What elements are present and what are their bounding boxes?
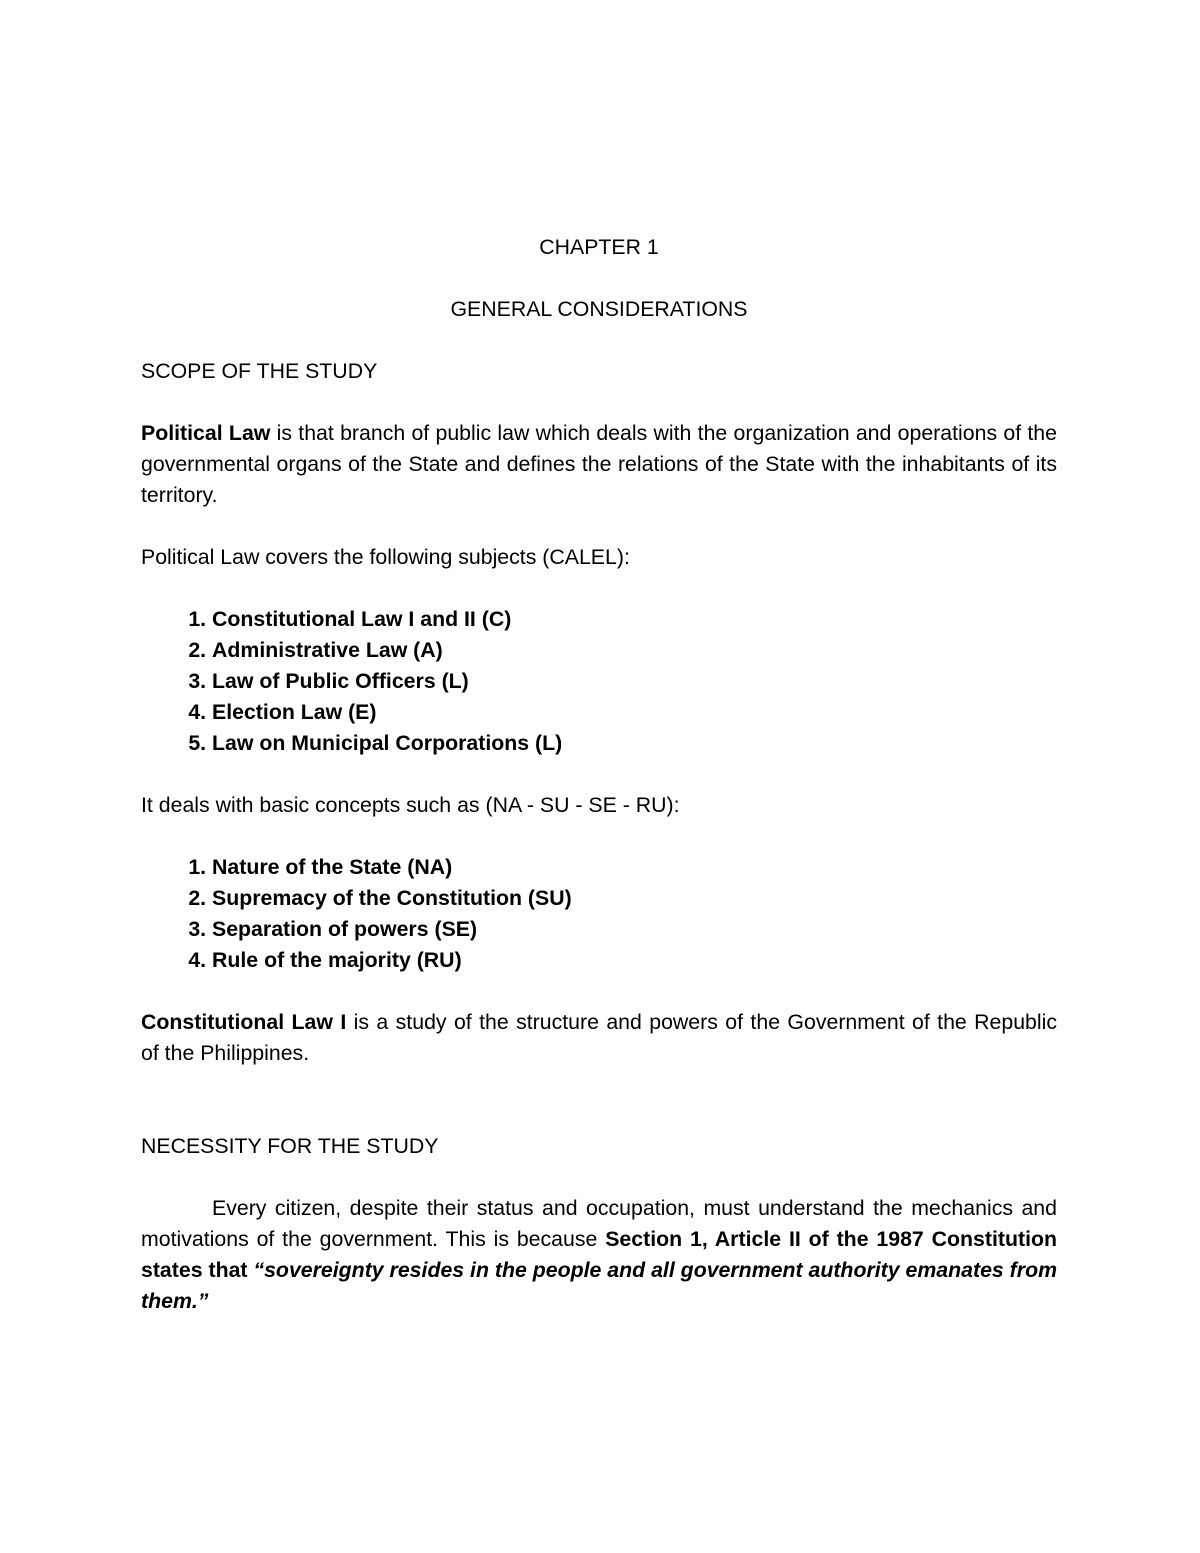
chapter-label: CHAPTER 1 bbox=[539, 235, 659, 259]
list-item: 4. Rule of the majority (RU) bbox=[212, 945, 1057, 976]
necessity-heading: NECESSITY FOR THE STUDY bbox=[141, 1134, 439, 1158]
necessity-bold-text: Section 1, Article II of the 1987 Constitution states that bbox=[141, 1227, 1058, 1282]
constitutional-law-text: is a study of the structure and powers of the Government of the Republic of the Philippines. bbox=[141, 1010, 1058, 1065]
list-item: 1. Nature of the State (NA) bbox=[212, 852, 1057, 883]
concepts-list bbox=[141, 852, 1057, 976]
list-item: 4. Election Law (E) bbox=[212, 697, 1057, 728]
chapter-title: GENERAL CONSIDERATIONS bbox=[450, 297, 748, 321]
political-law-term: Political Law bbox=[141, 421, 271, 445]
list-item: 1. Constitutional Law I and II (C) bbox=[212, 604, 1057, 635]
necessity-paragraph bbox=[141, 1193, 1057, 1317]
list-item: 2. Supremacy of the Constitution (SU) bbox=[212, 883, 1057, 914]
list-item: 2. Administrative Law (A) bbox=[212, 635, 1057, 666]
necessity-quote: “sovereignty resides in the people and all government authority emanates from them.” bbox=[141, 1258, 1058, 1313]
list-item: 3. Law of Public Officers (L) bbox=[212, 666, 1057, 697]
subjects-list bbox=[141, 604, 1057, 759]
covers-intro: Political Law covers the following subjects (CALEL): bbox=[141, 545, 630, 569]
constitutional-law-term: Constitutional Law I bbox=[141, 1010, 347, 1034]
concepts-intro: It deals with basic concepts such as (NA - SU - SE - RU): bbox=[141, 793, 680, 817]
political-law-definition bbox=[141, 418, 1057, 511]
necessity-text: Every citizen, despite their status and occupation, must understand the mechanics and motivations of the government. This is because bbox=[141, 1196, 1057, 1251]
document-page bbox=[141, 232, 1057, 1317]
constitutional-law-definition bbox=[141, 1007, 1057, 1069]
list-item: 3. Separation of powers (SE) bbox=[212, 914, 1057, 945]
political-law-text: is that branch of public law which deals with the organization and operations of the governmental organs of the State and defines the relations of the State with the inhabitants of its territory. bbox=[141, 421, 1057, 507]
list-item: 5. Law on Municipal Corporations (L) bbox=[212, 728, 1057, 759]
scope-heading: SCOPE OF THE STUDY bbox=[141, 359, 378, 383]
